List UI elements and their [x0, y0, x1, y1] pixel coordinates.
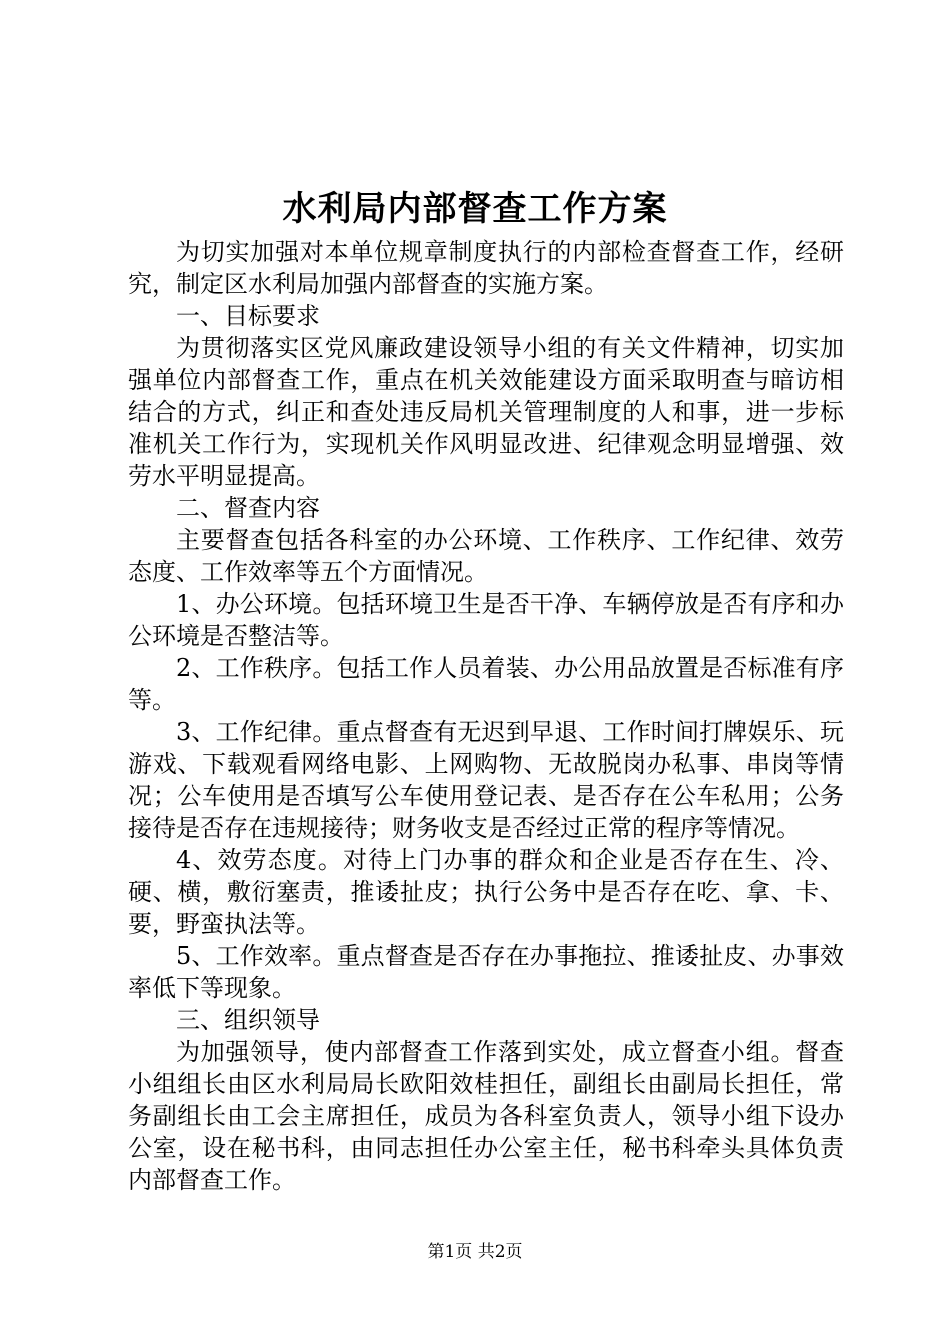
- goals-paragraph: 为贯彻落实区党风廉政建设领导小组的有关文件精神，切实加强单位内部督查工作，重点在机关效能建设方面采取明查与暗访相结合的方式，纠正和查处违反局机关管理制度的人和事，进一步标准机关工作行为，实现机关作风明显改进、纪律观念明显增强、效劳水平明显提高。: [128, 334, 844, 490]
- section-heading-content: 二、督查内容: [176, 494, 320, 522]
- section-heading-goals: 一、目标要求: [176, 302, 320, 330]
- section-heading-leadership: 三、组织领导: [176, 1006, 320, 1034]
- intro-paragraph: 为切实加强对本单位规章制度执行的内部检查督查工作，经研究，制定区水利局加强内部督查的实施方案。: [128, 238, 844, 298]
- document-body: [128, 236, 844, 1196]
- leadership-paragraph: 为加强领导，使内部督查工作落到实处，成立督查小组。督查小组组长由区水利局局长欧阳效桂担任，副组长由副局长担任，常务副组长由工会主席担任，成员为各科室负责人，领导小组下设办公室，设在秘书科，由同志担任办公室主任，秘书科牵头具体负责内部督查工作。: [128, 1038, 844, 1194]
- item-work-discipline: 3、工作纪律。重点督查有无迟到早退、工作时间打牌娱乐、玩游戏、下载观看网络电影、上网购物、无故脱岗办私事、串岗等情况；公车使用是否填写公车使用登记表、是否存在公车私用；公务接待是否存在违规接待；财务收支是否经过正常的程序等情况。: [128, 718, 844, 842]
- item-work-efficiency: 5、工作效率。重点督查是否存在办事拖拉、推诿扯皮、办事效率低下等现象。: [128, 942, 844, 1002]
- item-work-order: 2、工作秩序。包括工作人员着装、办公用品放置是否标准有序等。: [128, 654, 844, 714]
- item-service-attitude: 4、效劳态度。对待上门办事的群众和企业是否存在生、冷、硬、横，敷衍塞责，推诿扯皮；执行公务中是否存在吃、拿、卡、要，野蛮执法等。: [128, 846, 844, 938]
- item-office-environment: 1、办公环境。包括环境卫生是否干净、车辆停放是否有序和办公环境是否整洁等。: [128, 590, 844, 650]
- document-title: 水利局内部督查工作方案: [282, 189, 668, 229]
- page-footer: 第1页 共2页: [427, 1242, 523, 1262]
- content-paragraph: 主要督查包括各科室的办公环境、工作秩序、工作纪律、效劳态度、工作效率等五个方面情况。: [128, 526, 844, 586]
